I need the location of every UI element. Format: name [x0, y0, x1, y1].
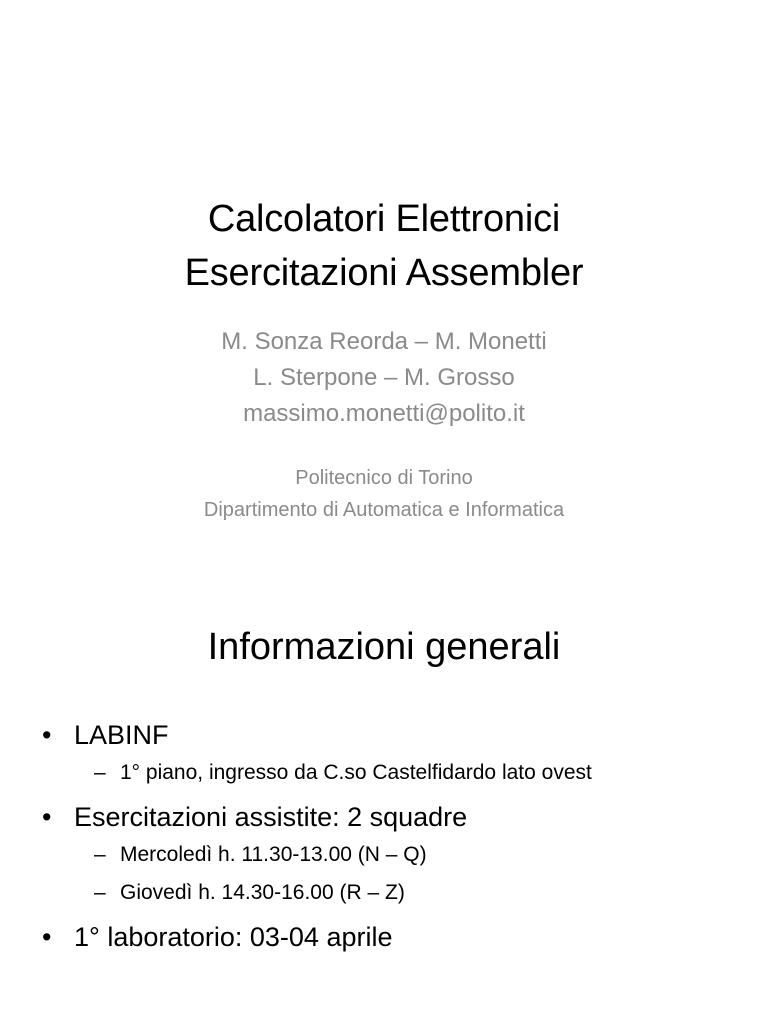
dash-marker: – [94, 881, 106, 904]
title-line-topic: Esercitazioni Assembler [184, 252, 584, 294]
dash-marker: – [94, 761, 106, 784]
bullet-text: 1° laboratorio: 03-04 aprile [74, 922, 393, 952]
bullet-marker: • [42, 802, 52, 832]
sub-bullet-item [94, 874, 742, 912]
bullet-list [42, 716, 742, 956]
authors-line-2: L. Sterpone – M. Grosso [253, 364, 515, 391]
bullet-text: Esercitazioni assistite: 2 squadre [74, 802, 468, 832]
bullet-item [42, 918, 742, 956]
bullet-marker: • [42, 922, 52, 952]
sub-bullet-text: Mercoledì h. 11.30-13.00 (N – Q) [120, 843, 427, 866]
bullet-item [42, 798, 742, 836]
sub-bullet-text: Giovedì h. 14.30-16.00 (R – Z) [120, 881, 405, 904]
sub-bullet-list [42, 836, 742, 912]
authors-block [0, 324, 768, 432]
department-name: Dipartimento di Automatica e Informatica [203, 499, 565, 521]
contact-email: massimo.monetti@polito.it [243, 400, 525, 427]
institution-name: Politecnico di Torino [295, 467, 473, 489]
info-slide [0, 590, 768, 1024]
sub-bullet-item [94, 836, 742, 874]
institution-block [0, 462, 768, 526]
dash-marker: – [94, 843, 106, 866]
bullet-text: LABINF [74, 720, 169, 750]
sub-bullet-list [42, 754, 742, 792]
bullet-marker: • [42, 720, 52, 750]
bullet-item [42, 716, 742, 754]
title-line-course: Calcolatori Elettronici [207, 198, 561, 240]
sub-bullet-text: 1° piano, ingresso da C.so Castelfidardo lato ovest [120, 761, 592, 784]
sub-bullet-item [94, 754, 742, 792]
slide-title: Informazioni generali [207, 626, 561, 668]
presentation-title [0, 192, 768, 300]
authors-line-1: M. Sonza Reorda – M. Monetti [221, 328, 547, 355]
